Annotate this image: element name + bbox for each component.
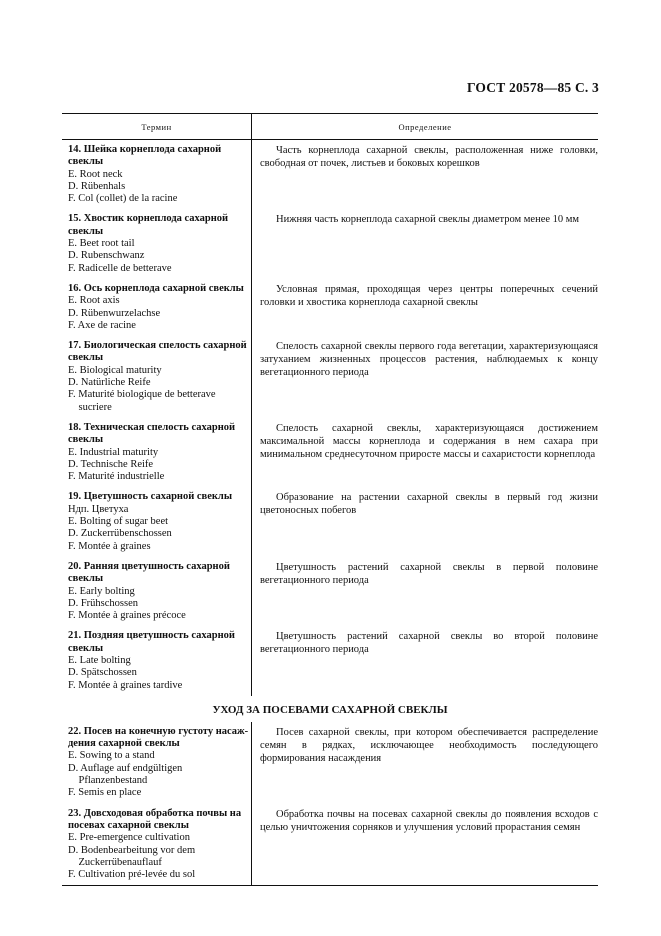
term-translation-line: D. Auflage auf endgültigen [68,762,183,774]
term-cell [62,557,252,626]
term-translation-line: E. Bolting of sugar beet [68,516,169,528]
definition-text: Спелость сахарной свеклы первого года вегетации, характеризующаяся затуханием жизненных процессов растения, наблюдаемых к концу вегетационного периода [260,341,598,379]
term-translation-line: F. Montée à graines [68,540,151,552]
definition-text: Условная прямая, проходящая через центры поперечных сечений головки и хвостика корнеплода сахарной свеклы [260,283,598,308]
definition-cell [252,722,598,804]
definition-text: Цветушность растений сахарной свеклы в первой половине вегетационного периода [260,561,598,586]
term-name-line: свеклы [68,156,104,168]
definition-text: Образование на растении сахарной свеклы в первый год жизни цветоносных побегов [260,492,598,517]
rows-group-b [62,722,598,886]
term-name-line: 20. Ранняя цветушность сахарной [68,560,230,572]
term-translation-line: E. Biological maturity [68,364,162,376]
term-name-line: 22. Посев на конечную густоту насаж- [68,725,249,737]
term-translation-line: F. Col (collet) de la racine [68,193,178,205]
page-header: ГОСТ 20578—85 С. 3 [466,80,599,95]
term-row [62,487,598,556]
term-translation-line: D. Rubenschwanz [68,250,145,262]
term-translation-line: F. Radicelle de betterave [68,262,172,274]
definition-text: Нижняя часть корнеплода сахарной свеклы диаметром менее 10 мм [276,214,580,226]
term-name-line: свеклы [68,434,104,446]
definition-text: Часть корнеплода сахарной свеклы, расположенная ниже головки, свободная от почек, листьев и боковых корешков [260,145,598,169]
term-name-line: 16. Ось корнеплода сахарной свеклы [68,282,244,294]
term-translation-line: D. Rübenhals [68,180,126,192]
term-cell [62,626,252,695]
term-row [62,626,598,695]
term-translation-line: E. Root axis [68,295,120,307]
definition-cell [252,279,598,336]
term-translation-line: E. Sowing to a stand [68,750,155,762]
term-translation-line: E. Early bolting [68,585,135,597]
term-name-line: 15. Хвостик корнеплода сахарной [68,213,229,225]
definition-text: Обработка почвы на посевах сахарной свеклы до появления всходов с целью уничтожения сорняков и улучшения условий прорастания семян [260,808,598,833]
term-name-line: 14. Шейка корнеплода сахарной [68,144,222,155]
term-name-line: свеклы [68,352,104,364]
term-translation-line: D. Technische Reife [68,458,154,470]
term-name-line: свеклы [68,573,104,585]
definition-text: Цветушность растений сахарной свеклы во второй половине вегетационного периода [260,631,598,656]
term-cell [62,804,252,886]
term-row [62,557,598,626]
term-translation-line: F. Axe de racine [68,319,136,331]
term-translation-line: Zuckerrübenauflauf [68,856,162,868]
definition-cell [252,336,598,418]
definition-cell [252,626,598,695]
term-translation-line: D. Rübenwurzelachse [68,307,161,319]
term-row [62,418,598,487]
table-bottom-rule [62,885,598,886]
term-translation-line: E. Beet root tail [68,238,135,250]
term-row [62,804,598,886]
term-translation-line: F. Montée à graines précoce [68,610,186,622]
column-header-definition: Определение [398,121,452,132]
term-translation-line: E. Industrial maturity [68,446,159,458]
term-cell [62,487,252,556]
definition-cell [252,487,598,556]
definition-text: Спелость сахарной свеклы, характеризующаяся достижением максимальной массы корнеплода и содержания в нем сахара при минимальном среднесуточном приросте массы и сахаристости корнеплода [260,422,598,460]
term-name-line: 21. Поздняя цветушность сахарной [68,630,235,642]
term-cell [62,140,252,209]
term-row [62,140,598,209]
section-title: УХОД ЗА ПОСЕВАМИ САХАРНОЙ СВЕКЛЫ [212,703,448,716]
term-translation-line: F. Maturité industrielle [68,471,165,483]
term-name-line: дения сахарной свеклы [68,738,180,750]
terms-table [62,113,598,886]
term-translation-line: D. Zuckerrübenschossen [68,528,172,540]
term-translation-line: Ндп. Цветуха [68,503,129,515]
term-cell [62,722,252,804]
term-translation-line: E. Late bolting [68,654,131,666]
term-translation-line: F. Maturité biologique de betterave [68,389,216,401]
term-translation-line: D. Natürliche Reife [68,377,151,389]
term-cell [62,418,252,487]
definition-cell [252,418,598,487]
term-row [62,209,598,278]
definition-cell [252,804,598,886]
term-translation-line: F. Montée à graines tardive [68,679,183,691]
rows-group-a [62,140,598,696]
definition-cell [252,140,598,209]
definition-text: Посев сахарной свеклы, при котором обеспечивается распределение семян в рядках, исключающее необходимость последующего формирования насаждения [260,726,598,764]
term-cell [62,279,252,336]
term-translation-line: F. Semis en place [68,787,142,799]
term-name-line: свеклы [68,225,104,237]
term-translation-line: E. Pre-emergence cultivation [68,832,190,844]
term-translation-line: E. Root neck [68,168,123,180]
term-translation-line: D. Spätschossen [68,667,137,679]
term-name-line: 17. Биологическая спелость сахарной [68,340,247,352]
term-cell [62,209,252,278]
term-row [62,279,598,336]
term-translation-line: D. Frühschossen [68,597,138,609]
table-header-row [62,113,598,140]
term-translation-line: F. Cultivation pré-levée du sol [68,869,196,881]
term-name-line: 18. Техническая спелость сахарной [68,421,236,433]
definition-cell [252,557,598,626]
column-header-term: Термин [62,114,252,139]
term-row [62,722,598,804]
term-name-line: 23. Довсходовая обработка почвы на [68,807,242,819]
term-translation-line: sucriere [68,401,112,413]
term-cell [62,336,252,418]
term-name-line: свеклы [68,642,104,654]
term-name-line: 19. Цветушность сахарной свеклы [68,491,233,503]
term-translation-line: D. Bodenbearbeitung vor dem [68,844,196,856]
term-name-line: посевах сахарной свеклы [68,819,189,831]
term-row [62,336,598,418]
definition-cell [252,209,598,278]
term-translation-line: Pflanzenbestand [68,775,148,787]
